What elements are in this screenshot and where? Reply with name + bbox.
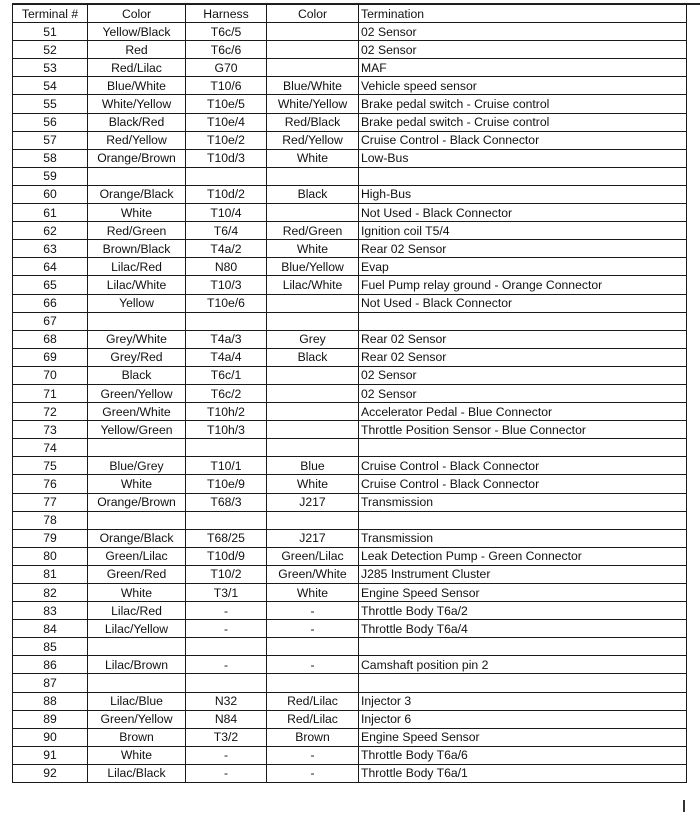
cell-harness-color (267, 366, 359, 384)
cell-harness-color: White/Yellow (267, 95, 359, 113)
cell-termination: Throttle Body T6a/4 (359, 620, 687, 638)
wiring-table-container (12, 4, 687, 783)
cell-termination: 02 Sensor (359, 23, 687, 41)
cell-harness-color: Black (267, 348, 359, 366)
table-row (13, 493, 687, 511)
cell-terminal: 79 (13, 529, 88, 547)
cell-harness: T6/4 (186, 222, 267, 240)
cell-wire-color: Lilac/Brown (88, 656, 186, 674)
cell-wire-color: Yellow/Green (88, 421, 186, 439)
table-row (13, 167, 687, 185)
cell-harness: - (186, 620, 267, 638)
table-row (13, 457, 687, 475)
cell-terminal: 68 (13, 330, 88, 348)
cell-harness (186, 511, 267, 529)
cell-termination: Not Used - Black Connector (359, 294, 687, 312)
cell-harness (186, 638, 267, 656)
cell-termination: Ignition coil T5/4 (359, 222, 687, 240)
cell-termination: Not Used - Black Connector (359, 204, 687, 222)
cell-terminal: 56 (13, 113, 88, 131)
cell-harness-color (267, 23, 359, 41)
cell-terminal: 55 (13, 95, 88, 113)
table-row (13, 222, 687, 240)
cell-termination: Injector 3 (359, 692, 687, 710)
table-row (13, 348, 687, 366)
cell-harness-color (267, 41, 359, 59)
cell-harness: T6c/6 (186, 41, 267, 59)
table-row (13, 185, 687, 203)
cell-harness: T10e/4 (186, 113, 267, 131)
cell-harness-color (267, 204, 359, 222)
cell-terminal: 85 (13, 638, 88, 656)
cell-harness-color: J217 (267, 493, 359, 511)
cell-terminal: 72 (13, 403, 88, 421)
cell-terminal: 70 (13, 366, 88, 384)
table-row (13, 149, 687, 167)
cell-harness: T10h/2 (186, 403, 267, 421)
cell-terminal: 81 (13, 565, 88, 583)
cell-termination: Transmission (359, 493, 687, 511)
cell-terminal: 84 (13, 620, 88, 638)
cell-termination: Rear 02 Sensor (359, 330, 687, 348)
cell-terminal: 82 (13, 584, 88, 602)
cell-terminal: 91 (13, 746, 88, 764)
cell-terminal: 75 (13, 457, 88, 475)
table-row (13, 421, 687, 439)
cell-wire-color: Blue/White (88, 77, 186, 95)
cell-wire-color (88, 312, 186, 330)
cell-wire-color: Orange/Black (88, 529, 186, 547)
cell-termination (359, 439, 687, 457)
cell-harness-color (267, 294, 359, 312)
cell-harness-color: - (267, 746, 359, 764)
cell-harness (186, 674, 267, 692)
table-row (13, 638, 687, 656)
cell-terminal: 53 (13, 59, 88, 77)
cell-harness: T6c/2 (186, 384, 267, 402)
table-row (13, 384, 687, 402)
cell-harness: T10d/9 (186, 547, 267, 565)
cell-harness-color (267, 511, 359, 529)
cell-termination: Engine Speed Sensor (359, 728, 687, 746)
cell-terminal: 74 (13, 439, 88, 457)
cell-harness: N84 (186, 710, 267, 728)
table-row (13, 131, 687, 149)
cell-harness: T3/1 (186, 584, 267, 602)
cell-harness: T10e/6 (186, 294, 267, 312)
table-row (13, 529, 687, 547)
cell-harness-color: Blue/White (267, 77, 359, 95)
cell-harness-color (267, 439, 359, 457)
cell-wire-color: White/Yellow (88, 95, 186, 113)
cell-harness-color: - (267, 620, 359, 638)
cell-harness-color (267, 421, 359, 439)
cell-terminal: 80 (13, 547, 88, 565)
table-row (13, 113, 687, 131)
cell-harness-color (267, 384, 359, 402)
cell-termination: 02 Sensor (359, 366, 687, 384)
cell-terminal: 77 (13, 493, 88, 511)
table-row (13, 312, 687, 330)
table-row (13, 59, 687, 77)
cell-harness: G70 (186, 59, 267, 77)
cell-harness-color (267, 674, 359, 692)
cell-harness: T10e/2 (186, 131, 267, 149)
cell-harness-color: Blue (267, 457, 359, 475)
cell-wire-color: Green/Yellow (88, 710, 186, 728)
cell-wire-color: Lilac/Black (88, 764, 186, 782)
cell-wire-color: Lilac/White (88, 276, 186, 294)
cell-harness-color: Blue/Yellow (267, 258, 359, 276)
cell-wire-color: Yellow/Black (88, 23, 186, 41)
cell-wire-color: White (88, 204, 186, 222)
cell-harness: T4a/3 (186, 330, 267, 348)
cell-termination: Brake pedal switch - Cruise control (359, 95, 687, 113)
cell-harness: T68/25 (186, 529, 267, 547)
table-row (13, 692, 687, 710)
cell-termination: Low-Bus (359, 149, 687, 167)
cell-wire-color: Green/Lilac (88, 547, 186, 565)
cell-harness: - (186, 746, 267, 764)
cell-harness-color: - (267, 602, 359, 620)
cell-termination: Transmission (359, 529, 687, 547)
cell-termination: Rear 02 Sensor (359, 348, 687, 366)
table-row (13, 403, 687, 421)
cell-harness-color: Lilac/White (267, 276, 359, 294)
cell-wire-color: White (88, 584, 186, 602)
cell-harness: T10d/2 (186, 185, 267, 203)
cell-harness: T10/2 (186, 565, 267, 583)
cell-harness-color: Black (267, 185, 359, 203)
cell-harness: T4a/2 (186, 240, 267, 258)
cell-harness-color: Green/White (267, 565, 359, 583)
cell-harness-color (267, 59, 359, 77)
cell-harness: N80 (186, 258, 267, 276)
cell-terminal: 52 (13, 41, 88, 59)
cell-harness-color: - (267, 656, 359, 674)
cell-termination: Throttle Body T6a/2 (359, 602, 687, 620)
table-row (13, 475, 687, 493)
table-row (13, 547, 687, 565)
cell-termination: Throttle Position Sensor - Blue Connector (359, 421, 687, 439)
cell-harness-color: Red/Black (267, 113, 359, 131)
cell-termination: Injector 6 (359, 710, 687, 728)
cell-wire-color: Red/Lilac (88, 59, 186, 77)
cell-termination: Throttle Body T6a/6 (359, 746, 687, 764)
cell-termination: Vehicle speed sensor (359, 77, 687, 95)
cell-wire-color: White (88, 475, 186, 493)
cell-wire-color: Orange/Brown (88, 149, 186, 167)
cell-harness: T6c/1 (186, 366, 267, 384)
table-row (13, 77, 687, 95)
table-row (13, 95, 687, 113)
cell-harness-color: White (267, 584, 359, 602)
header-terminal: Terminal # (13, 5, 88, 23)
cell-terminal: 73 (13, 421, 88, 439)
cell-terminal: 78 (13, 511, 88, 529)
cell-terminal: 62 (13, 222, 88, 240)
scroll-indicator (683, 800, 689, 812)
cell-harness: T10h/3 (186, 421, 267, 439)
table-header-row (13, 5, 687, 23)
cell-termination: Cruise Control - Black Connector (359, 457, 687, 475)
cell-wire-color: Red/Green (88, 222, 186, 240)
cell-terminal: 59 (13, 167, 88, 185)
cell-wire-color: Grey/Red (88, 348, 186, 366)
cell-wire-color: Orange/Brown (88, 493, 186, 511)
cell-wire-color (88, 638, 186, 656)
cell-termination (359, 638, 687, 656)
cell-harness: T10/6 (186, 77, 267, 95)
cell-terminal: 76 (13, 475, 88, 493)
table-row (13, 764, 687, 782)
cell-harness: T10/3 (186, 276, 267, 294)
cell-terminal: 87 (13, 674, 88, 692)
cell-termination: Brake pedal switch - Cruise control (359, 113, 687, 131)
cell-termination: Cruise Control - Black Connector (359, 131, 687, 149)
cell-wire-color: Green/Yellow (88, 384, 186, 402)
table-row (13, 565, 687, 583)
cell-terminal: 64 (13, 258, 88, 276)
table-row (13, 710, 687, 728)
table-row (13, 746, 687, 764)
table-row (13, 674, 687, 692)
cell-harness-color: White (267, 149, 359, 167)
cell-wire-color: Lilac/Red (88, 258, 186, 276)
cell-wire-color: Yellow (88, 294, 186, 312)
cell-harness: T10e/5 (186, 95, 267, 113)
table-row (13, 41, 687, 59)
cell-termination (359, 312, 687, 330)
cell-harness-color: J217 (267, 529, 359, 547)
cell-terminal: 60 (13, 185, 88, 203)
cell-harness: N32 (186, 692, 267, 710)
cell-harness: T4a/4 (186, 348, 267, 366)
cell-harness: - (186, 764, 267, 782)
cell-termination: Accelerator Pedal - Blue Connector (359, 403, 687, 421)
cell-wire-color: Brown (88, 728, 186, 746)
cell-termination: Leak Detection Pump - Green Connector (359, 547, 687, 565)
table-row (13, 602, 687, 620)
cell-termination: Fuel Pump relay ground - Orange Connector (359, 276, 687, 294)
cell-wire-color (88, 439, 186, 457)
cell-wire-color: Orange/Black (88, 185, 186, 203)
cell-terminal: 61 (13, 204, 88, 222)
table-body (13, 23, 687, 783)
cell-harness: - (186, 656, 267, 674)
cell-wire-color: Blue/Grey (88, 457, 186, 475)
table-row (13, 584, 687, 602)
cell-harness: - (186, 602, 267, 620)
ecu-pinout-table (12, 4, 687, 783)
cell-wire-color (88, 674, 186, 692)
cell-harness-color: Red/Lilac (267, 710, 359, 728)
header-color: Color (88, 5, 186, 23)
cell-wire-color: Green/Red (88, 565, 186, 583)
table-row (13, 366, 687, 384)
cell-harness: T10/1 (186, 457, 267, 475)
cell-termination: Rear 02 Sensor (359, 240, 687, 258)
table-row (13, 330, 687, 348)
cell-harness-color: White (267, 475, 359, 493)
cell-termination: 02 Sensor (359, 41, 687, 59)
cell-terminal: 86 (13, 656, 88, 674)
cell-termination (359, 167, 687, 185)
cell-termination: J285 Instrument Cluster (359, 565, 687, 583)
table-row (13, 656, 687, 674)
cell-terminal: 90 (13, 728, 88, 746)
cell-wire-color (88, 511, 186, 529)
cell-wire-color: Brown/Black (88, 240, 186, 258)
cell-termination: Engine Speed Sensor (359, 584, 687, 602)
cell-terminal: 65 (13, 276, 88, 294)
cell-terminal: 63 (13, 240, 88, 258)
cell-wire-color: Grey/White (88, 330, 186, 348)
cell-termination: Camshaft position pin 2 (359, 656, 687, 674)
cell-terminal: 54 (13, 77, 88, 95)
cell-harness-color: Brown (267, 728, 359, 746)
cell-harness (186, 167, 267, 185)
cell-termination (359, 674, 687, 692)
header-harness: Harness (186, 5, 267, 23)
cell-wire-color: White (88, 746, 186, 764)
cell-terminal: 67 (13, 312, 88, 330)
cell-terminal: 88 (13, 692, 88, 710)
cell-wire-color: Black/Red (88, 113, 186, 131)
cell-harness-color: Red/Lilac (267, 692, 359, 710)
cell-termination: 02 Sensor (359, 384, 687, 402)
cell-harness-color (267, 312, 359, 330)
table-row (13, 439, 687, 457)
cell-termination: Throttle Body T6a/1 (359, 764, 687, 782)
table-row (13, 620, 687, 638)
table-row (13, 276, 687, 294)
cell-harness-color: Green/Lilac (267, 547, 359, 565)
cell-wire-color: Red/Yellow (88, 131, 186, 149)
table-row (13, 728, 687, 746)
cell-terminal: 89 (13, 710, 88, 728)
cell-harness: T10e/9 (186, 475, 267, 493)
cell-wire-color: Green/White (88, 403, 186, 421)
cell-wire-color: Red (88, 41, 186, 59)
cell-terminal: 57 (13, 131, 88, 149)
cell-terminal: 83 (13, 602, 88, 620)
cell-terminal: 66 (13, 294, 88, 312)
cell-harness-color: - (267, 764, 359, 782)
cell-terminal: 51 (13, 23, 88, 41)
cell-harness-color: Grey (267, 330, 359, 348)
cell-terminal: 69 (13, 348, 88, 366)
cell-wire-color: Black (88, 366, 186, 384)
cell-termination: MAF (359, 59, 687, 77)
cell-harness: T6c/5 (186, 23, 267, 41)
table-row (13, 511, 687, 529)
cell-terminal: 92 (13, 764, 88, 782)
cell-harness: T68/3 (186, 493, 267, 511)
cell-harness-color (267, 167, 359, 185)
cell-wire-color: Lilac/Blue (88, 692, 186, 710)
cell-harness: T3/2 (186, 728, 267, 746)
cell-termination: Cruise Control - Black Connector (359, 475, 687, 493)
cell-terminal: 71 (13, 384, 88, 402)
cell-harness (186, 439, 267, 457)
table-row (13, 294, 687, 312)
cell-harness (186, 312, 267, 330)
cell-termination: Evap (359, 258, 687, 276)
cell-termination (359, 511, 687, 529)
table-row (13, 23, 687, 41)
cell-harness: T10/4 (186, 204, 267, 222)
table-row (13, 240, 687, 258)
cell-harness-color: Red/Green (267, 222, 359, 240)
cell-harness-color: White (267, 240, 359, 258)
cell-terminal: 58 (13, 149, 88, 167)
cell-wire-color (88, 167, 186, 185)
table-row (13, 204, 687, 222)
cell-wire-color: Lilac/Red (88, 602, 186, 620)
cell-harness-color (267, 638, 359, 656)
cell-harness-color (267, 403, 359, 421)
cell-harness: T10d/3 (186, 149, 267, 167)
cell-harness-color: Red/Yellow (267, 131, 359, 149)
cell-termination: High-Bus (359, 185, 687, 203)
table-row (13, 258, 687, 276)
header-color-2: Color (267, 5, 359, 23)
cell-wire-color: Lilac/Yellow (88, 620, 186, 638)
header-termination: Termination (359, 5, 687, 23)
